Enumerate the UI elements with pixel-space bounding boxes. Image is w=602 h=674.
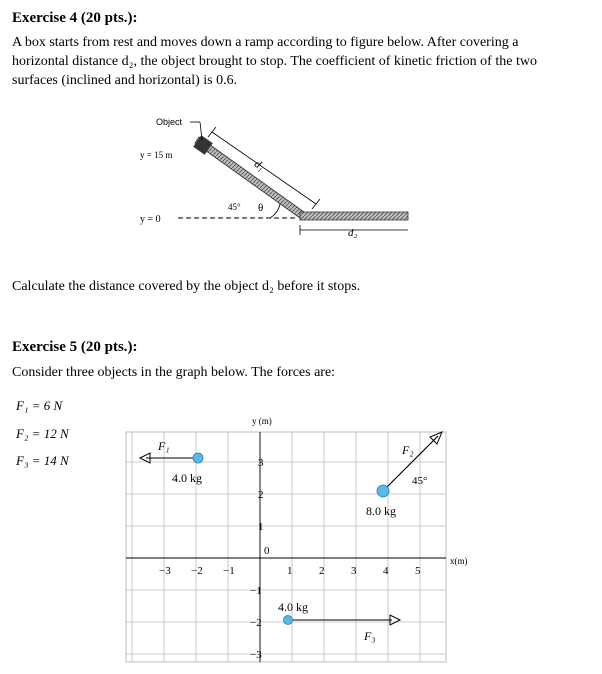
exercise-4-line-3: surfaces (inclined and horizontal) is 0.6. <box>12 73 238 88</box>
exercise-4-title: Exercise 4 (20 pts.): <box>12 10 138 26</box>
force-f2: F₂ = 12 N <box>16 426 69 441</box>
x-tick-label: 4 <box>383 565 389 577</box>
x-tick-label: −2 <box>191 565 203 577</box>
y-bottom-label: y = 0 <box>140 214 161 225</box>
y-top-label: y = 15 m <box>140 150 173 160</box>
f3-label: F₃ <box>364 629 376 643</box>
f2-angle-label: 45° <box>412 475 428 487</box>
d2-label: d₂ <box>348 227 358 239</box>
f1-label: F₁ <box>158 439 170 453</box>
ramp-figure <box>120 108 420 256</box>
x-tick-label: 0 <box>264 545 270 557</box>
x-tick-label: 3 <box>351 565 357 577</box>
x-tick-label: 2 <box>319 565 325 577</box>
exercise-5-title: Exercise 5 (20 pts.): <box>12 339 138 355</box>
object-label: Object <box>156 117 183 127</box>
force-graph <box>120 412 500 670</box>
y-tick-label: 1 <box>258 521 264 533</box>
incline-surface <box>195 137 304 218</box>
d1-dimension-line <box>212 132 316 204</box>
y-tick-label: 3 <box>258 457 264 469</box>
y-tick-label: −1 <box>250 585 262 597</box>
x-tick-label: −3 <box>159 565 171 577</box>
graph-border <box>126 432 446 662</box>
mass-3-label: 4.0 kg <box>278 600 308 614</box>
force-f1: F₁ = 6 N <box>16 398 63 413</box>
d1-label: d₁ <box>251 157 267 174</box>
x-axis-label: x(m) <box>450 556 468 566</box>
x-tick-label: 5 <box>415 565 421 577</box>
y-axis-label: y (m) <box>252 416 272 426</box>
f2-label: F₂ <box>402 443 414 457</box>
exercise-4-line-2: horizontal distance d₂, the object brought to stop. The coefficient of kinetic friction of the two <box>12 54 537 69</box>
exercise-4-line-1: A box starts from rest and moves down a ramp according to figure below. After covering a <box>12 35 519 50</box>
x-tick-label: 1 <box>287 565 293 577</box>
horizontal-surface <box>300 212 408 220</box>
y-tick-label: −2 <box>250 617 262 629</box>
y-tick-label: 2 <box>258 489 264 501</box>
theta-label: θ <box>258 202 264 214</box>
x-tick-label: −1 <box>223 565 235 577</box>
exercise-4-question: Calculate the distance covered by the object d₂ before it stops. <box>12 279 361 294</box>
mass-3 <box>284 616 293 625</box>
force-f3: F₃ = 14 N <box>16 453 69 468</box>
exercise-5-intro: Consider three objects in the graph below. The forces are: <box>12 365 336 380</box>
mass-1-label: 4.0 kg <box>172 471 202 485</box>
mass-1 <box>193 453 203 463</box>
y-tick-label: −3 <box>250 649 262 661</box>
angle-label: 45° <box>228 202 241 212</box>
graph-grid <box>126 432 446 662</box>
mass-2 <box>377 485 389 497</box>
mass-2-label: 8.0 kg <box>366 504 396 518</box>
